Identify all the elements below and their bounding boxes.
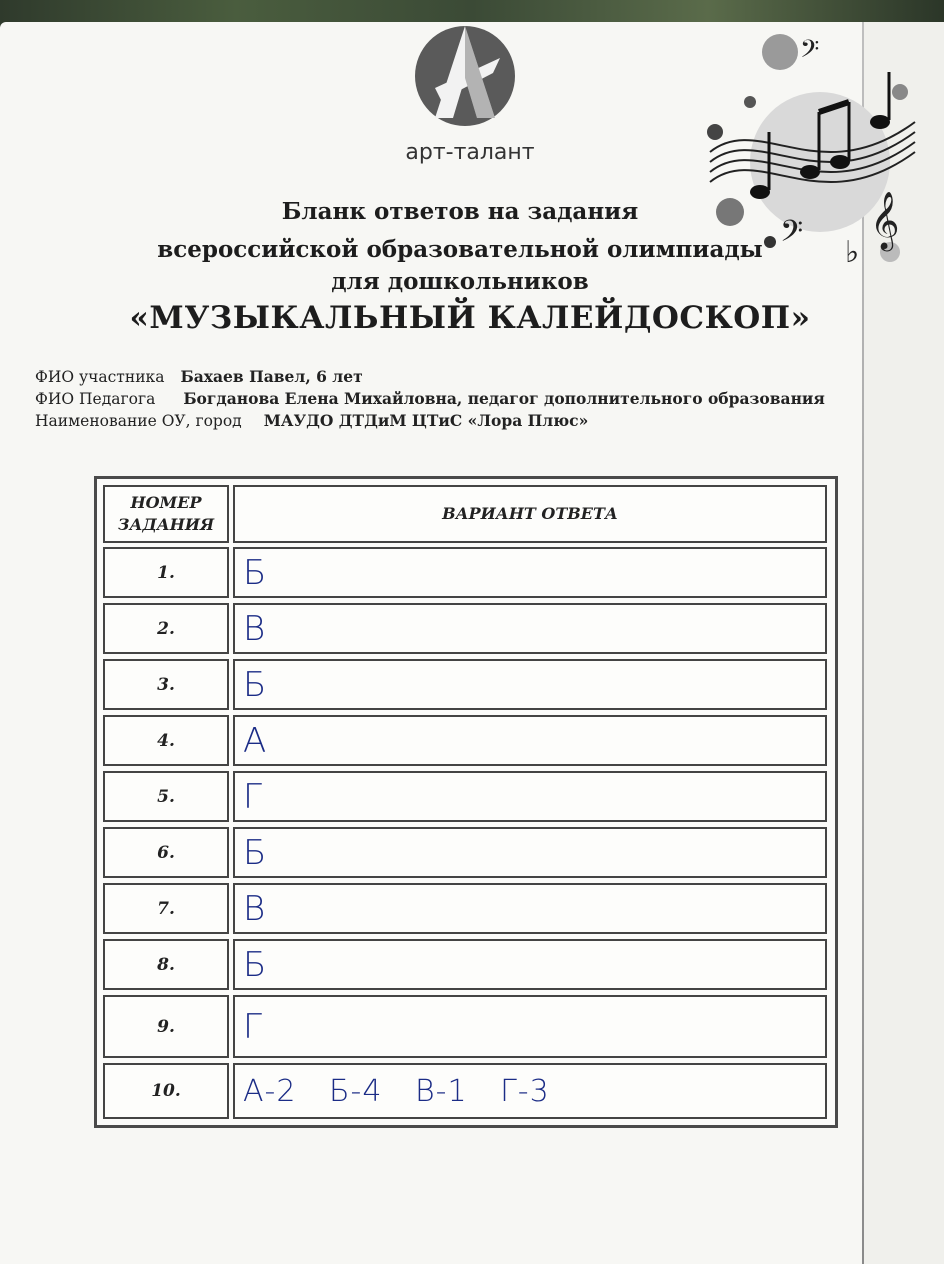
teacher-row xyxy=(35,388,825,410)
participant-value: Бахаев Павел, 6 лет xyxy=(180,367,363,386)
org-value: МАУДО ДТДиМ ЦТиС «Лора Плюс» xyxy=(263,411,589,430)
task-answer: А xyxy=(233,715,827,766)
task-answer: Б xyxy=(233,939,827,990)
task-number: 3. xyxy=(103,659,229,710)
task-answer: А-2 Б-4 В-1 Г-3 xyxy=(233,1063,827,1119)
svg-text:♭: ♭ xyxy=(845,235,860,270)
task-answer: Б xyxy=(233,827,827,878)
task-number: 1. xyxy=(103,547,229,598)
task-answer: Б xyxy=(233,547,827,598)
col-header-answer: ВАРИАНТ ОТВЕТА xyxy=(233,485,827,543)
art-talent-logo-icon xyxy=(405,18,525,128)
task-answer: Г xyxy=(233,995,827,1058)
teacher-value: Богданова Елена Михайловна, педагог дополнительного образования xyxy=(183,389,825,408)
task-number: 9. xyxy=(103,995,229,1058)
form-title-line-1: Бланк ответов на задания xyxy=(281,198,639,225)
task-answer: Б xyxy=(233,659,827,710)
col-header-number: НОМЕР ЗАДАНИЯ xyxy=(103,485,229,543)
participant-info xyxy=(35,366,825,432)
svg-text:𝄢: 𝄢 xyxy=(780,215,804,256)
form-title-line-3: для дошкольников xyxy=(331,268,589,295)
music-notes-icon xyxy=(700,22,920,272)
task-answer: В xyxy=(233,883,827,934)
task-number: 2. xyxy=(103,603,229,654)
org-label: Наименование ОУ, город xyxy=(35,412,242,430)
task-answer: Г xyxy=(233,771,827,822)
task-number: 4. xyxy=(103,715,229,766)
task-answer: В xyxy=(233,603,827,654)
participant-label: ФИО участника xyxy=(35,368,165,386)
task-number: 7. xyxy=(103,883,229,934)
olympiad-name: «МУЗЫКАЛЬНЫЙ КАЛЕЙДОСКОП» xyxy=(129,300,811,336)
task-number: 5. xyxy=(103,771,229,822)
answer-table xyxy=(94,476,838,1128)
logo-brand-text: арт-талант xyxy=(405,140,535,165)
svg-text:𝄢: 𝄢 xyxy=(800,35,820,70)
teacher-label: ФИО Педагога xyxy=(35,390,156,408)
task-number: 10. xyxy=(103,1063,229,1119)
org-row xyxy=(35,410,825,432)
task-number: 8. xyxy=(103,939,229,990)
form-title-line-2: всероссийской образовательной олимпиады xyxy=(157,236,763,263)
task-number: 6. xyxy=(103,827,229,878)
participant-row xyxy=(35,366,825,388)
svg-text:𝄞: 𝄞 xyxy=(870,191,900,249)
